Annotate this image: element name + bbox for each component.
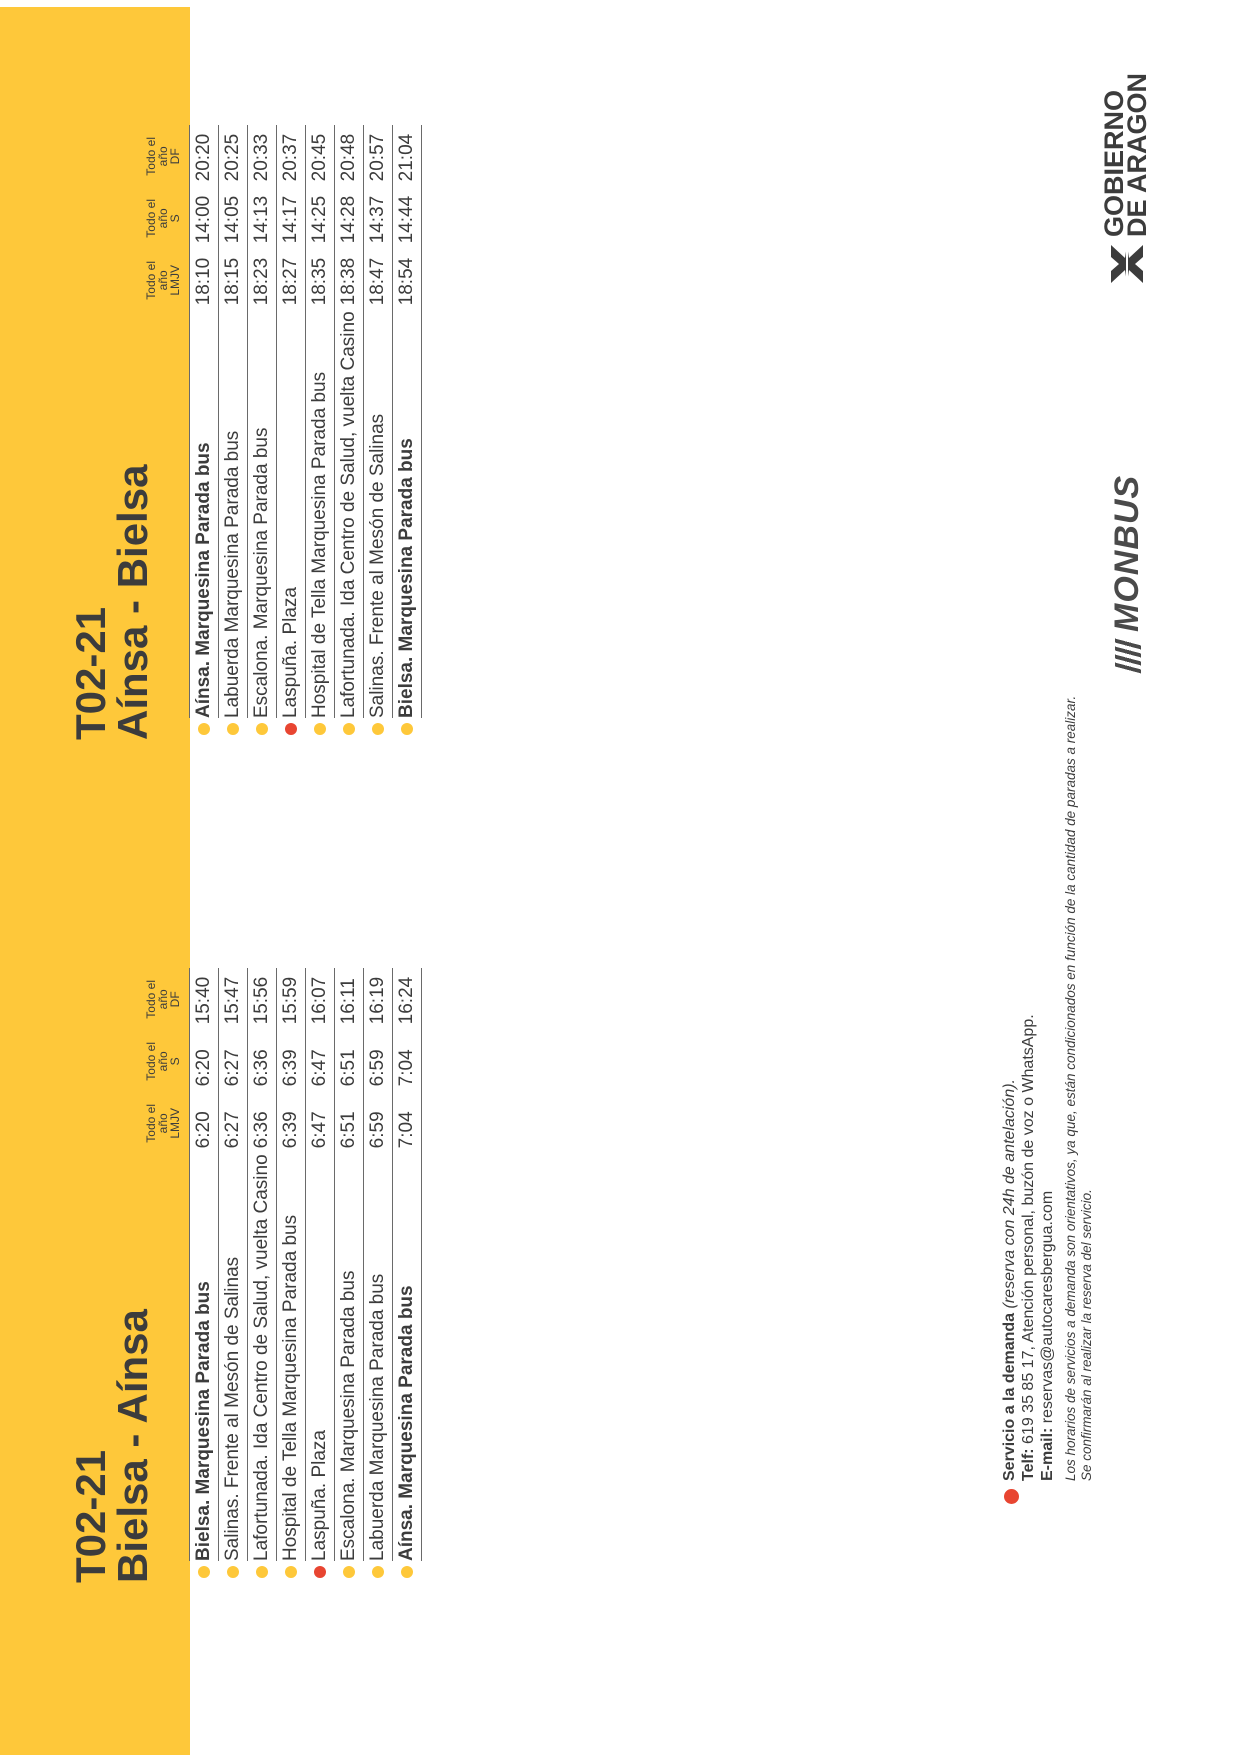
stop-dot-icon [227,723,239,735]
table-row [393,968,422,1583]
departure-time: 14:37 [364,187,393,249]
stop-name: Labuerda Marquesina Parada bus [219,311,248,718]
table-row [190,968,219,1583]
monbus-stripes-icon [1115,637,1141,674]
stop-dot-icon [343,723,355,735]
stop-marker-cell [306,1561,335,1583]
stop-name: Lafortunada. Ida Centro de Salud, vuelta Casino [248,1154,277,1561]
stop-marker-cell [190,718,219,740]
departure-time: 6:39 [277,1092,306,1154]
stop-dot-icon [314,723,326,735]
stop-dot-icon [372,723,384,735]
departure-time: 18:27 [277,249,306,311]
stop-marker-cell [219,1561,248,1583]
departure-time: 6:59 [364,1030,393,1092]
stop-dot-icon [198,1566,210,1578]
stop-marker-cell [219,718,248,740]
column-header: Todo el año LMJV [144,1103,182,1143]
stop-name: Salinas. Frente al Mesón de Salinas [364,311,393,718]
stop-marker-cell [393,718,422,740]
stop-dot-icon [372,1566,384,1578]
stop-marker-cell [335,718,364,740]
departure-time: 6:51 [335,1092,364,1154]
departure-time: 6:39 [277,1030,306,1092]
departure-time: 14:13 [248,187,277,249]
departure-time: 6:36 [248,1092,277,1154]
table-row [364,968,393,1583]
stop-name: Salinas. Frente al Mesón de Salinas [219,1154,248,1561]
stop-name: Escalona. Marquesina Parada bus [335,1154,364,1561]
schedule-title [67,464,156,740]
route-code: T02-21 [67,1449,114,1583]
departure-time: 14:28 [335,187,364,249]
departure-time: 16:11 [335,968,364,1030]
phone-line: Telf: 619 35 85 17, Atención personal, buzón de voz o WhatsApp. [1020,1014,1037,1481]
departure-time: 6:47 [306,1030,335,1092]
column-header: Todo el año LMJV [144,260,182,300]
on-demand-stop-dot-icon [285,723,297,735]
table-row [248,968,277,1583]
departure-time: 15:40 [190,968,219,1030]
timetable [145,125,422,740]
departure-time: 6:27 [219,1030,248,1092]
table-row [277,125,306,740]
departure-time: 6:47 [306,1092,335,1154]
table-row [277,968,306,1583]
departure-time: 15:59 [277,968,306,1030]
departure-time: 14:44 [393,187,422,249]
table-row [219,968,248,1583]
stop-dot-icon [401,1566,413,1578]
departure-time: 15:56 [248,968,277,1030]
stop-marker-cell [364,718,393,740]
departure-time: 20:37 [277,125,306,187]
schedule-table-ainsa-bielsa [145,125,422,740]
departure-time: 16:24 [393,968,422,1030]
column-header: Todo el año DF [144,136,182,176]
stop-marker-cell [277,718,306,740]
timetable-header [145,125,190,740]
stop-name: Laspuña. Plaza [306,1154,335,1561]
departure-time: 20:48 [335,125,364,187]
departure-time: 18:10 [190,249,219,311]
departure-time: 20:45 [306,125,335,187]
departure-time: 20:20 [190,125,219,187]
departure-time: 6:51 [335,1030,364,1092]
departure-time: 18:47 [364,249,393,311]
table-row [335,125,364,740]
stop-marker-cell [248,718,277,740]
column-header: Todo el año S [144,198,182,238]
stop-dot-icon [401,723,413,735]
departure-time: 21:04 [393,125,422,187]
service-info [1000,696,1095,1481]
table-row [393,125,422,740]
departure-time: 14:25 [306,187,335,249]
column-header: Todo el año DF [144,979,182,1019]
departure-time: 20:25 [219,125,248,187]
stop-dot-icon [227,1566,239,1578]
departure-time: 20:57 [364,125,393,187]
stop-dot-icon [343,1566,355,1578]
stop-marker-cell [277,1561,306,1583]
schedule-table-bielsa-ainsa [145,968,422,1583]
stop-marker-cell [248,1561,277,1583]
stop-marker-cell [364,1561,393,1583]
stop-name: Bielsa. Marquesina Parada bus [190,1154,219,1561]
departure-time: 6:36 [248,1030,277,1092]
stop-name: Lafortunada. Ida Centro de Salud, vuelta Casino [335,311,364,718]
departure-time: 18:15 [219,249,248,311]
table-row [306,968,335,1583]
timetable [145,968,422,1583]
table-row [248,125,277,740]
departure-time: 6:59 [364,1092,393,1154]
departure-time: 15:47 [219,968,248,1030]
table-row [306,125,335,740]
on-demand-stop-dot-icon [314,1566,326,1578]
stop-name: Escalona. Marquesina Parada bus [248,311,277,718]
departure-time: 7:04 [393,1030,422,1092]
gobierno-text: GOBIERNO DE ARAGON [1099,72,1152,237]
departure-time: 6:27 [219,1092,248,1154]
departure-time: 6:20 [190,1092,219,1154]
stop-name: Hospital de Tella Marquesina Parada bus [277,1154,306,1561]
departure-time: 6:20 [190,1030,219,1092]
route-name: Aínsa - Bielsa [109,464,156,740]
stop-name: Hospital de Tella Marquesina Parada bus [306,311,335,718]
schedule-title [67,1309,156,1583]
departure-time: 18:54 [393,249,422,311]
departure-time: 16:19 [364,968,393,1030]
gobierno-aragon-emblem-icon [1107,243,1147,285]
timetable-header [145,968,190,1583]
stop-name: Labuerda Marquesina Parada bus [364,1154,393,1561]
departure-time: 18:23 [248,249,277,311]
stop-dot-icon [256,723,268,735]
monbus-logo: MONBUS [1108,475,1147,670]
stop-dot-icon [285,1566,297,1578]
on-demand-legend-dot [1004,1489,1019,1504]
departure-time: 14:17 [277,187,306,249]
departure-time: 18:38 [335,249,364,311]
departure-time: 20:33 [248,125,277,187]
departure-time: 16:07 [306,968,335,1030]
route-code: T02-21 [67,606,114,740]
table-row [364,125,393,740]
table-row [335,968,364,1583]
stop-name: Aínsa. Marquesina Parada bus [190,311,219,718]
stop-name: Aínsa. Marquesina Parada bus [393,1154,422,1561]
departure-time: 18:35 [306,249,335,311]
email-link[interactable]: reservas@autocaresbergua.com [1039,1190,1056,1424]
stop-marker-cell [393,1561,422,1583]
departure-time: 7:04 [393,1092,422,1154]
stop-marker-cell [335,1561,364,1583]
email-line: E-mail: reservas@autocaresbergua.com [1039,1190,1056,1481]
on-demand-line: Servicio a la demanda (reserva con 24h de antelación). [1001,1079,1018,1481]
departure-time: 14:00 [190,187,219,249]
stop-name: Bielsa. Marquesina Parada bus [393,311,422,718]
stop-marker-cell [306,718,335,740]
table-row [190,125,219,740]
stop-dot-icon [198,723,210,735]
disclaimer: Los horarios de servicios a demanda son orientativos, ya que, están condicionados en función de la cantidad de paradas a realizar. Se confirmarán al realizar la reserva del servicio. [1063,695,1094,1481]
stop-marker-cell [190,1561,219,1583]
route-name: Bielsa - Aínsa [109,1309,156,1583]
departure-time: 14:05 [219,187,248,249]
table-row [219,125,248,740]
stop-name: Laspuña. Plaza [277,311,306,718]
column-header: Todo el año S [144,1041,182,1081]
stop-dot-icon [256,1566,268,1578]
phone-text: 619 35 85 17, Atención personal, buzón de voz o WhatsApp. [1020,1014,1037,1444]
